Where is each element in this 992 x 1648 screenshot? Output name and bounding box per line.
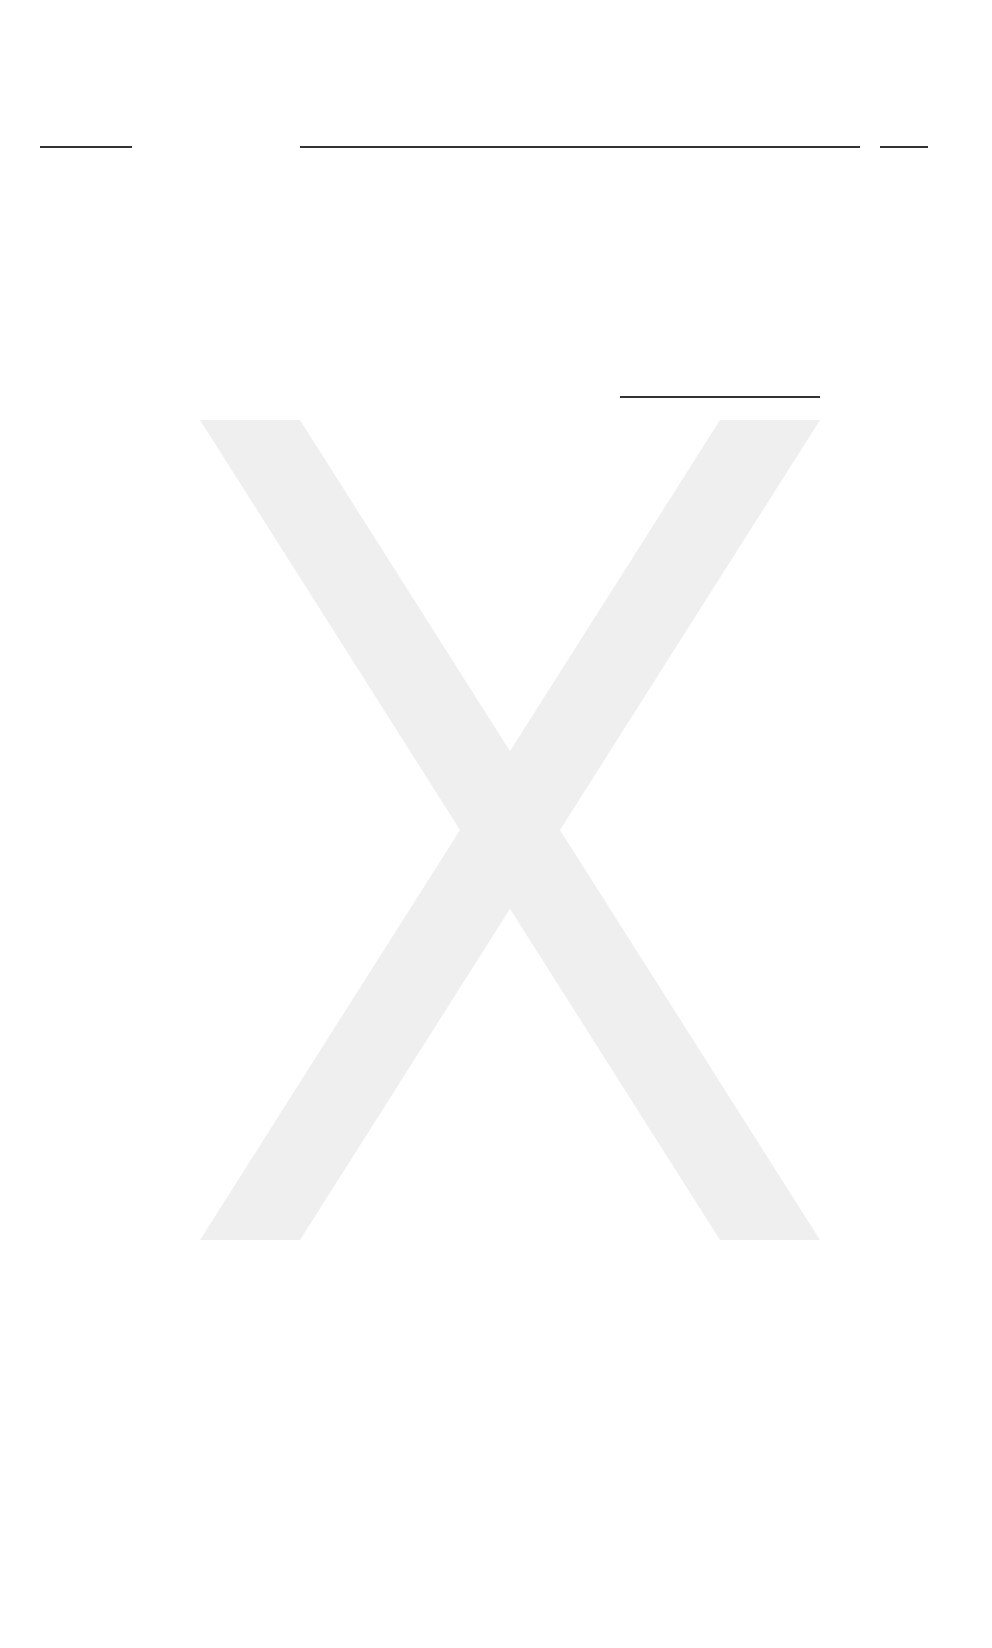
header-rule (40, 146, 132, 148)
proceedings-top (474, 150, 826, 164)
section-rule (620, 396, 820, 398)
header-rule (880, 146, 928, 148)
watermark (160, 380, 860, 1280)
header-rule (300, 146, 860, 148)
session-heading (474, 416, 826, 418)
